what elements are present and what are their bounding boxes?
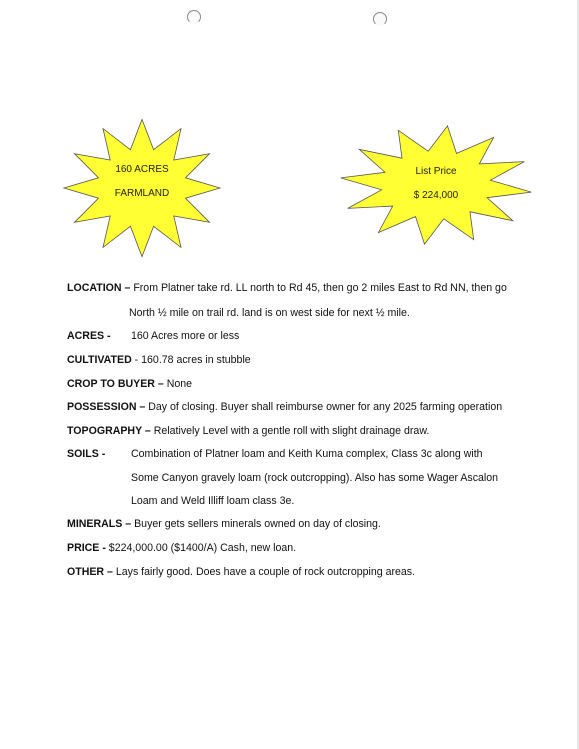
topography-label: TOPOGRAPHY – <box>67 425 154 437</box>
location-text-2: North ½ mile on trail rd. land is on west side for next ½ mile. <box>129 307 410 319</box>
acres-label: ACRES - <box>67 330 111 342</box>
crop-text: None <box>166 378 193 390</box>
minerals-label: MINERALS – <box>67 518 135 530</box>
starburst-left-line2: FARMLAND <box>114 188 170 199</box>
other-text: Lays fairly good. Does have a couple of rock outcropping areas. <box>115 566 416 578</box>
minerals-row <box>67 518 381 531</box>
minerals-text: Buyer gets sellers minerals owned on day of closing. <box>134 518 381 530</box>
possession-label: POSSESSION – <box>67 401 149 413</box>
possession-row <box>67 401 502 414</box>
crop-row <box>67 378 192 391</box>
crop-label: CROP TO BUYER – <box>67 378 167 390</box>
cultivated-row <box>67 354 251 367</box>
starburst-right-line2: $ 224,000 <box>413 190 459 201</box>
starburst-right <box>338 124 534 246</box>
price-row <box>67 542 296 555</box>
location-text-1: From Platner take rd. LL north to Rd 45, then go 2 miles East to Rd NN, then go <box>133 282 507 294</box>
other-label: OTHER – <box>67 566 116 578</box>
punch-hole-right <box>373 12 387 26</box>
cultivated-text: - 160.78 acres in stubble <box>131 354 251 366</box>
soils-text-2: Some Canyon gravely loam (rock outcropping). Also has some Wager Ascalon <box>131 472 499 484</box>
location-label: LOCATION – <box>67 282 134 294</box>
starburst-left-line1: 160 ACRES <box>115 164 169 175</box>
possession-text: Day of closing. Buyer shall reimburse owner for any 2025 farming operation <box>148 401 503 413</box>
soils-text-1: Combination of Platner loam and Keith Kuma complex, Class 3c along with <box>131 448 483 460</box>
punch-hole-left <box>187 10 201 24</box>
other-row <box>67 566 415 579</box>
soils-text-3: Loam and Weld Illiff loam class 3e. <box>131 495 295 507</box>
starburst-right-line1: List Price <box>415 166 457 177</box>
acres-row <box>67 330 111 343</box>
location-row <box>67 282 507 295</box>
soils-row <box>67 448 105 461</box>
soils-label: SOILS - <box>67 448 106 460</box>
topography-row <box>67 425 429 438</box>
cultivated-label: CULTIVATED <box>67 354 132 366</box>
starburst-right-shape <box>338 124 534 246</box>
acres-text: 160 Acres more or less <box>131 330 240 342</box>
starburst-left <box>62 118 222 258</box>
price-label: PRICE - <box>67 542 109 554</box>
topography-text: Relatively Level with a gentle roll with slight drainage draw. <box>153 425 430 437</box>
price-text: $224,000.00 ($1400/A) Cash, new loan. <box>108 542 297 554</box>
